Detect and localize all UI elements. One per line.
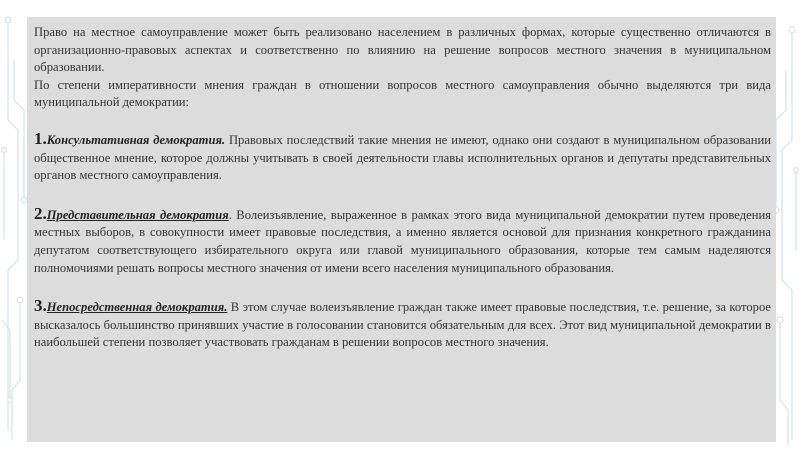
item-number: 2.: [34, 203, 47, 223]
item-term: Непосредственная демократия.: [46, 300, 228, 315]
democracy-item-consultative: [34, 130, 771, 185]
democracy-item-direct: [34, 297, 771, 352]
item-text: . Волеизъявление, выраженное в рамках этого вида муниципальной демократии путем проведения местных выборов, в совокупности имеет правовые последствия, а именно является основой для признания конкретного гражданина депутатом соответствующего избирательного округа или главой муниципального образования, которые тем самым наделяются полномочиями решать вопросы местного значения от имени всего населения муниципального образования.: [34, 207, 771, 275]
intro-paragraph-2: По степени императивности мнения граждан в отношении вопросов местного самоуправления обычно выделяются три вида муниципальной демократии:: [34, 77, 771, 110]
item-term: Представительная демократия: [46, 207, 229, 222]
democracy-item-representative: [34, 205, 771, 277]
text-panel: [27, 17, 776, 442]
item-term: Консультативная демократия.: [46, 132, 226, 147]
item-text: Правовых последствий такие мнения не имеют, однако они создают в муниципальном образовании общественное мнение, которое должны учитывать в своей деятельности главы исполнительных органов и депутаты представительных органов местного самоуправления.: [34, 132, 771, 183]
item-number: 3.: [34, 296, 47, 316]
intro-paragraph-1: Право на местное самоуправление может быть реализовано населением в различных формах, которые существенно отличаются в организационно-правовых аспектах и соответственно по влиянию на решение вопросов местного значения в муниципальном образовании.: [34, 25, 771, 75]
item-number: 1.: [34, 128, 47, 148]
item-text: В этом случае волеизъявление граждан также имеет правовые последствия, т.е. решение, за которое высказалось большинство принявших участие в голосовании становится обязательным для всех. Этот вид муниципальной демократии в наибольшей степени позволяет участвовать гражданам в решении вопросов местного значения.: [34, 300, 771, 350]
